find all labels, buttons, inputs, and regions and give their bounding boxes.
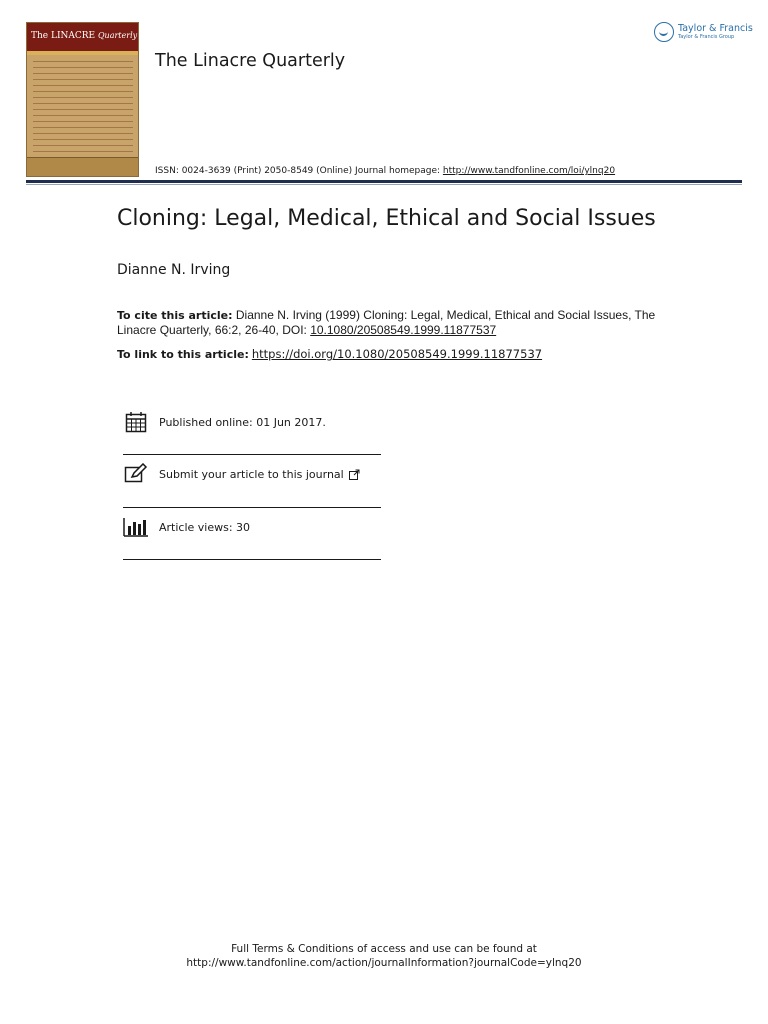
external-link-icon [349, 465, 360, 484]
published-row [123, 410, 381, 434]
header-divider-thin [26, 184, 742, 185]
cover-header [27, 23, 138, 51]
doi-link[interactable]: 10.1080/20508549.1999.11877537 [310, 323, 497, 337]
journal-homepage-link[interactable]: http://www.tandfonline.com/loi/ylnq20 [442, 166, 616, 176]
citation-block [117, 308, 677, 337]
publisher-logo [654, 22, 753, 42]
meta-divider [123, 454, 381, 455]
cover-logo: The LINACRE Quarterly [31, 31, 138, 41]
article-views: Article views: 30 [159, 520, 251, 534]
publisher-logo-icon [654, 22, 674, 42]
terms-text: Full Terms & Conditions of access and use can be found at [231, 943, 537, 955]
cover-footer [27, 157, 138, 176]
article-title: Cloning: Legal, Medical, Ethical and Social Issues [117, 206, 656, 231]
bar-chart-icon [123, 515, 149, 539]
views-row [123, 515, 381, 539]
submit-article-link[interactable]: Submit your article to this journal [159, 467, 344, 481]
article-link-line [117, 347, 542, 361]
submit-row[interactable] [123, 462, 381, 486]
meta-divider [123, 507, 381, 508]
terms-footer [0, 942, 768, 970]
edit-icon [123, 462, 149, 486]
calendar-icon [123, 410, 149, 434]
issn-text: ISSN: 0024-3639 (Print) 2050-8549 (Online) Journal homepage: [155, 166, 443, 176]
article-author: Dianne N. Irving [117, 262, 231, 278]
terms-url[interactable]: http://www.tandfonline.com/action/journalInformation?journalCode=ylnq20 [186, 957, 582, 969]
cover-band [27, 51, 138, 55]
cite-text: Dianne N. Irving (1999) Cloning: Legal, Medical, Ethical and Social Issues, The Linacre Quarterly, 66:2, 26-40, DOI: [117, 308, 656, 337]
article-doi-url-link[interactable]: https://doi.org/10.1080/20508549.1999.11877537 [251, 347, 543, 361]
cite-label: To cite this article: [117, 309, 233, 322]
publisher-name: Taylor & Francis [678, 23, 753, 35]
header-divider [26, 180, 742, 183]
meta-divider [123, 559, 381, 560]
publisher-group: Taylor & Francis Group [678, 33, 735, 40]
cover-contents [33, 61, 133, 161]
journal-title: The Linacre Quarterly [155, 51, 346, 71]
published-date: Published online: 01 Jun 2017. [159, 415, 326, 429]
issn-line [155, 166, 615, 176]
link-label: To link to this article: [117, 348, 249, 361]
journal-cover-image [26, 22, 139, 177]
